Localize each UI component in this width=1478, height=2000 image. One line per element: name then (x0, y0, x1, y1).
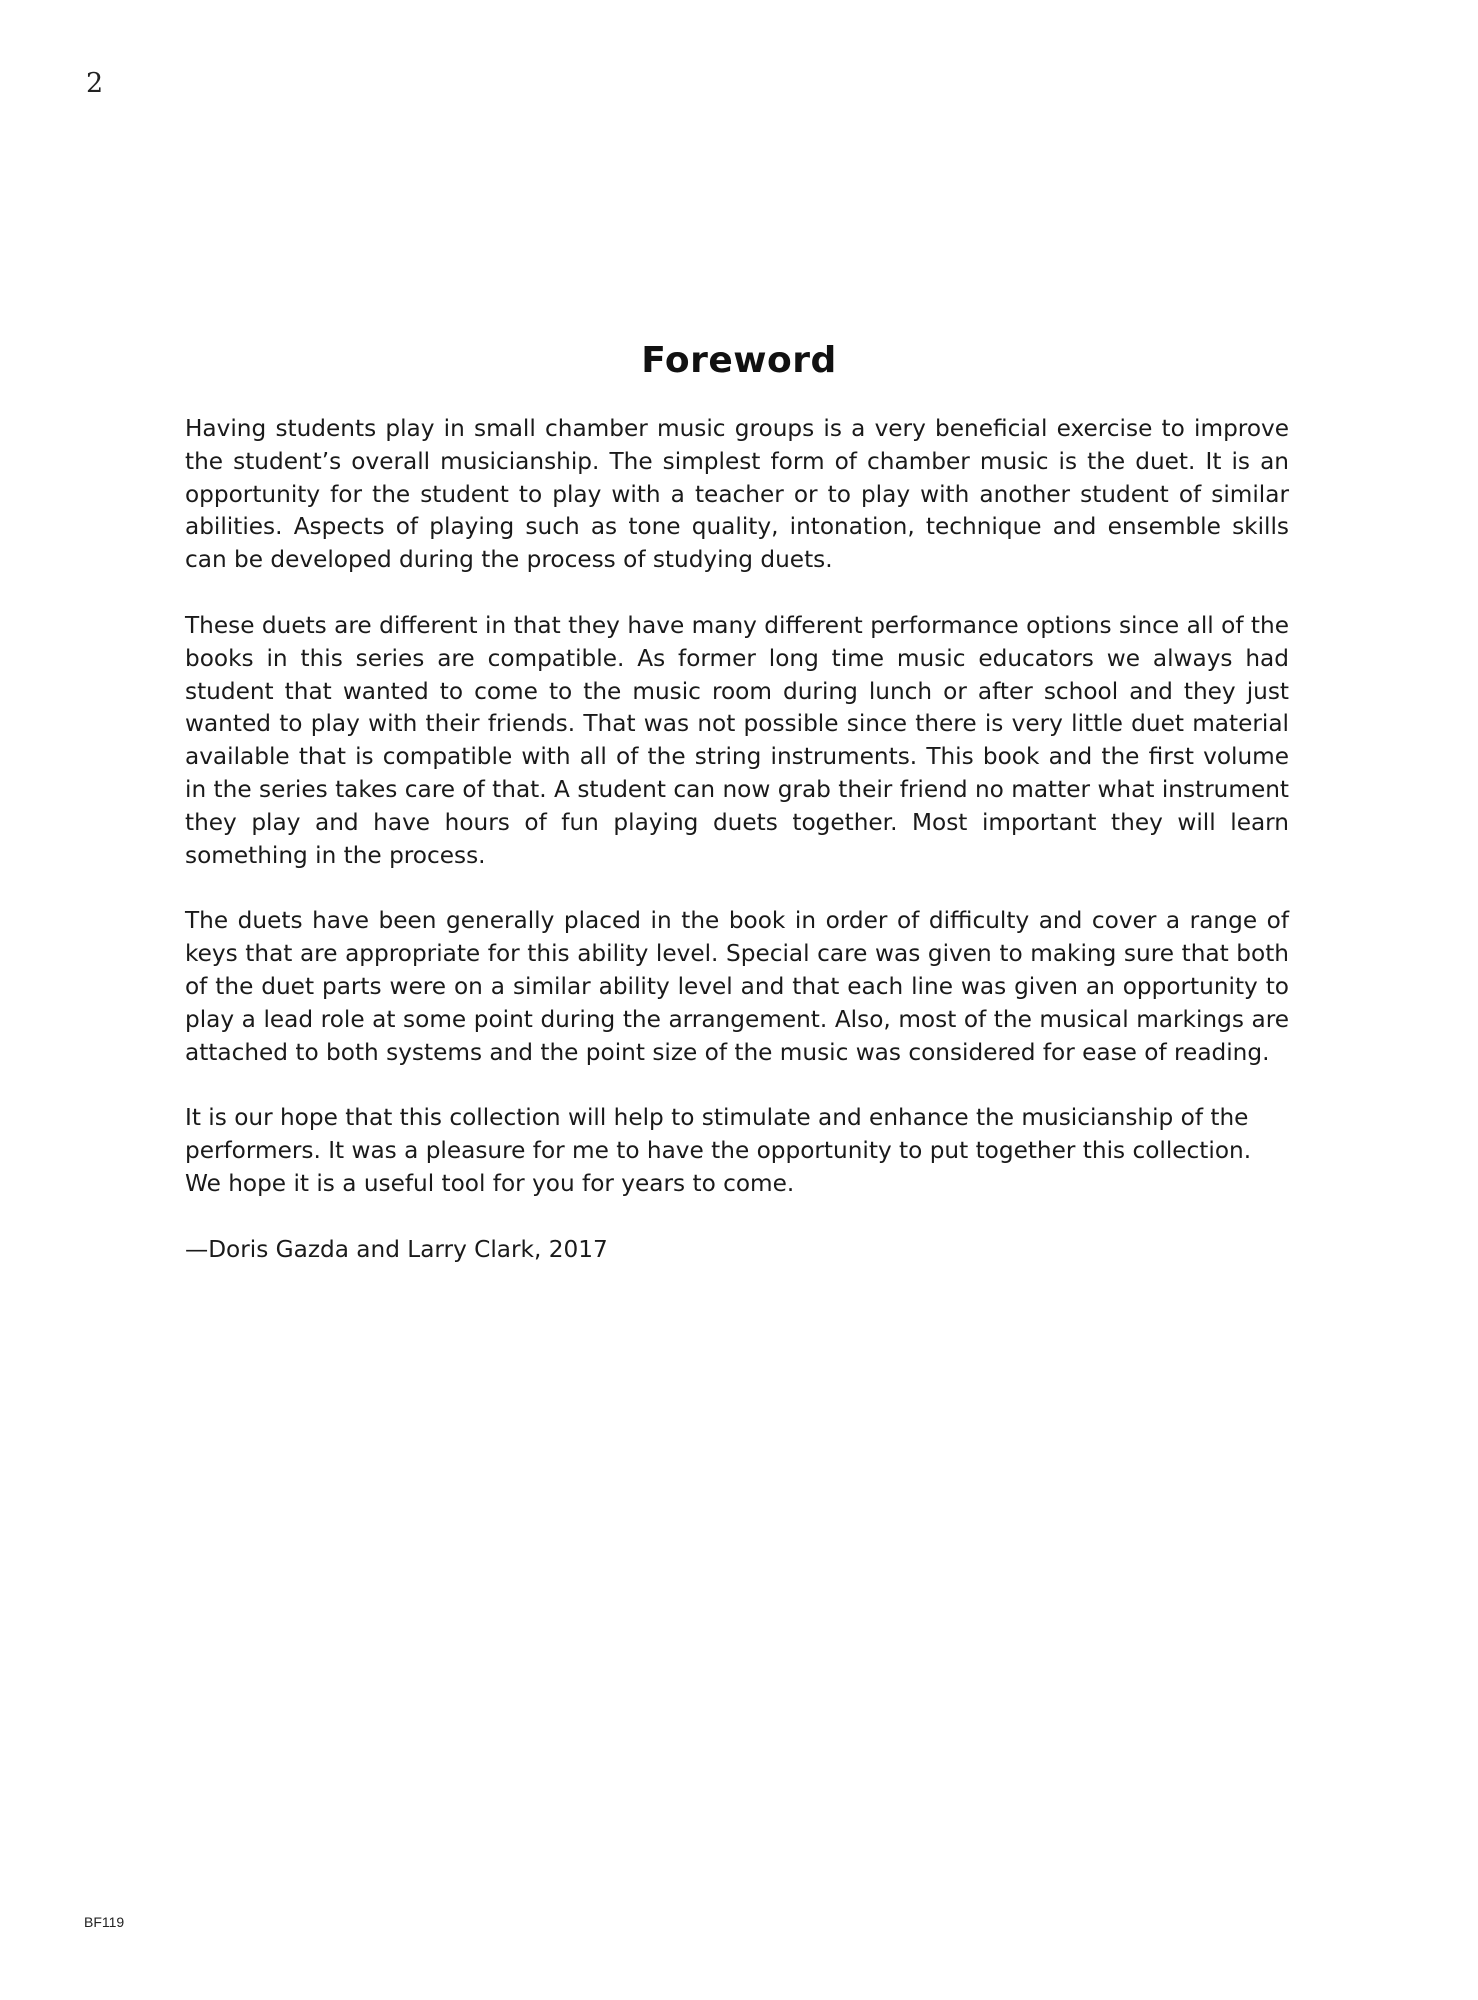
paragraph-3: The duets have been generally placed in the book in order of difficulty and cover a range of keys that are appropriate for this ability level. Special care was given to making sure that both of the duet parts were on a similar ability level and that each line was given an opportunity to play a lead role at some point during the arrangement. Also, most of the musical markings are attached to both systems and the point size of the music was considered for ease of reading. (185, 907, 1289, 1066)
paragraph-1: Having students play in small chamber music groups is a very beneficial exercise to improve the student’s overall musicianship. The simplest form of chamber music is the duet. It is an opportunity for the student to play with a teacher or to play with another student of similar abilities. Aspects of playing such as tone quality, intonation, technique and ensemble skills can be developed during the process of studying duets. (185, 415, 1289, 574)
signature: —Doris Gazda and Larry Clark, 2017 (185, 1235, 608, 1263)
paragraph-4: It is our hope that this collection will help to stimulate and enhance the musicianship of the performers. It was a pleasure for me to have the opportunity to put together this collection. We hope it is a useful tool for you for years to come. (185, 1104, 1252, 1197)
foreword-body (185, 413, 1289, 1267)
page-number: 2 (86, 68, 104, 99)
page-title: Foreword (641, 340, 837, 381)
footer-code: BF119 (84, 1914, 125, 1930)
paragraph-2: These duets are different in that they have many different performance options since all of the books in this series are compatible. As former long time music educators we always had student that wanted to come to the music room during lunch or after school and they just wanted to play with their friends. That was not possible since there is very little duet material available that is compatible with all of the string instruments. This book and the first volume in the series takes care of that. A student can now grab their friend no matter what instrument they play and have hours of fun playing duets together. Most important they will learn something in the process. (185, 611, 1289, 869)
